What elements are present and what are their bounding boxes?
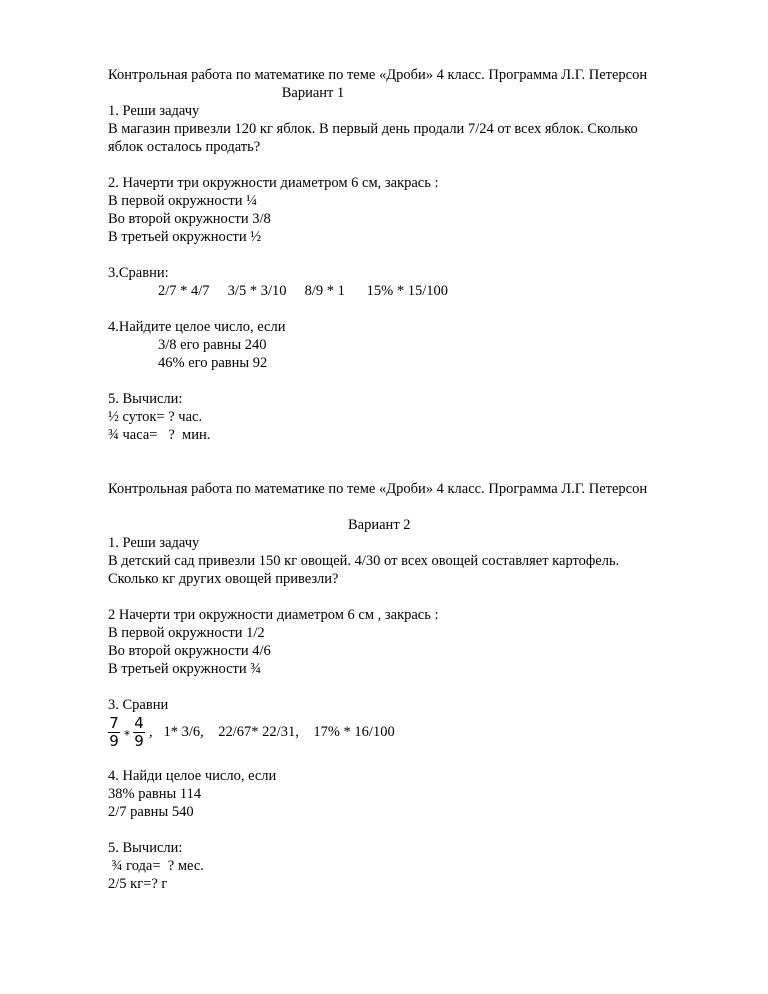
variant-1 (108, 66, 708, 444)
fraction-denominator: 9 (134, 731, 144, 750)
v1-task5-item: ½ суток= ? час. (108, 409, 203, 425)
v2-task2-item: Во второй окружности 4/6 (108, 643, 271, 659)
v1-task4-item: 3/8 его равны 240 (158, 337, 267, 353)
fraction (133, 713, 145, 750)
v1-task5-heading: 5. Вычисли: (108, 391, 183, 407)
v1-task2-item: В третьей окружности ½ (108, 229, 262, 245)
fraction (108, 713, 120, 750)
worksheet (108, 66, 708, 893)
fraction-numerator: 4 (134, 713, 144, 732)
v1-task1-line2: яблок осталось продать? (108, 139, 261, 155)
v1-task2-item: В первой окружности ¼ (108, 193, 257, 209)
v1-task2-heading: 2. Начерти три окружности диаметром 6 см, закрась : (108, 175, 439, 191)
v2-task3-expression (108, 715, 708, 749)
v2-task1-line1: В детский сад привезли 150 кг овощей. 4/30 от всех овощей составляет картофель. (108, 553, 620, 569)
variant-2 (108, 480, 708, 893)
v1-task4-item: 46% его равны 92 (158, 355, 268, 371)
v1-task2-item: Во второй окружности 3/8 (108, 211, 271, 227)
v1-title: Вариант 1 (281, 85, 345, 101)
v2-header: Контрольная работа по математике по теме «Дроби» 4 класс. Программа Л.Г. Петерсон (108, 481, 648, 497)
operator: * (124, 728, 130, 742)
v1-task1-heading: 1. Реши задачу (108, 103, 200, 119)
v2-task2-item: В третьей окружности ¾ (108, 661, 262, 677)
v2-task5-item: ¾ года= ? мес. (108, 858, 204, 874)
v2-task5-heading: 5. Вычисли: (108, 840, 183, 856)
v2-task1-line2: Сколько кг других овощей привезли? (108, 571, 339, 587)
v1-header: Контрольная работа по математике по теме «Дроби» 4 класс. Программа Л.Г. Петерсон (108, 67, 648, 83)
v1-task1-line1: В магазин привезли 120 кг яблок. В первый день продали 7/24 от всех яблок. Сколько (108, 121, 638, 137)
v2-task3-rest: , 1* 3/6, 22/67* 22/31, 17% * 16/100 (149, 724, 395, 740)
v2-task2-item: В первой окружности 1/2 (108, 625, 265, 641)
v1-task3-heading: 3.Сравни: (108, 265, 169, 281)
fraction-numerator: 7 (109, 713, 119, 732)
v2-task3-heading: 3. Сравни (108, 697, 169, 713)
v2-task2-heading: 2 Начерти три окружности диаметром 6 см , закрась : (108, 607, 439, 623)
v1-task4-heading: 4.Найдите целое число, если (108, 319, 286, 335)
v2-task4-item: 2/7 равны 540 (108, 804, 194, 820)
v2-task4-item: 38% равны 114 (108, 786, 202, 802)
v1-task5-item: ¾ часа= ? мин. (108, 427, 211, 443)
v1-task3-line: 2/7 * 4/7 3/5 * 3/10 8/9 * 1 15% * 15/100 (158, 283, 448, 299)
v2-title: Вариант 2 (348, 517, 411, 533)
v2-task4-heading: 4. Найди целое число, если (108, 768, 277, 784)
v2-task1-heading: 1. Реши задачу (108, 535, 200, 551)
fraction-denominator: 9 (109, 731, 119, 750)
v2-task5-item: 2/5 кг=? г (108, 876, 168, 892)
